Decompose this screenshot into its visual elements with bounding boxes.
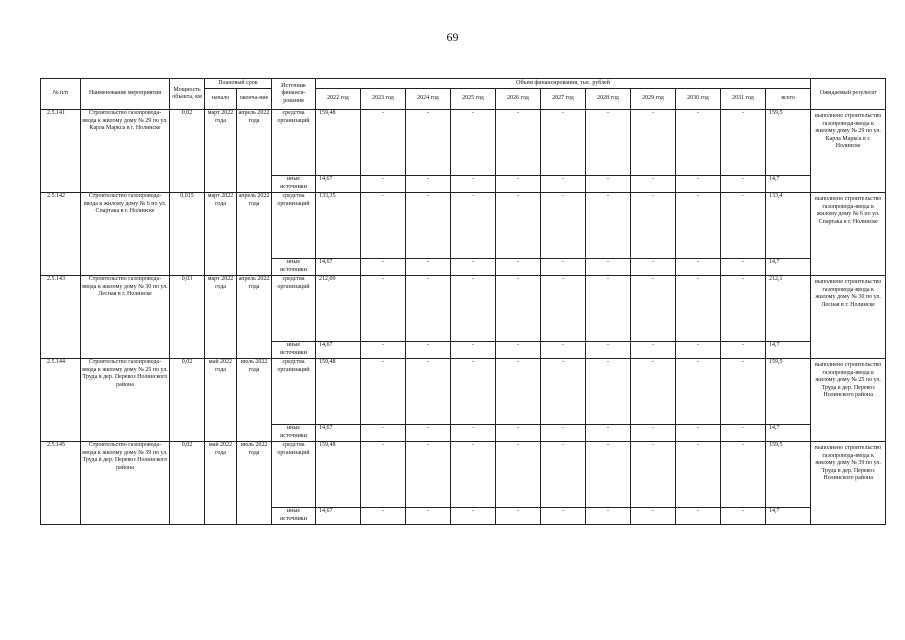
funding-value: 14,67: [316, 425, 361, 442]
end-date: апрель 2022 года: [237, 110, 272, 193]
funding-source: средства организаций: [272, 110, 316, 176]
header-year: 2028 год: [586, 89, 631, 110]
funding-value: -: [361, 359, 406, 425]
header-period: Плановый срок: [205, 79, 272, 89]
funding-source: иные источники: [272, 259, 316, 276]
funding-total: 14,7: [766, 176, 811, 193]
capacity-value: 0,02: [170, 359, 205, 442]
funding-value: 159,48: [316, 442, 361, 508]
funding-value: -: [631, 359, 676, 425]
funding-value: -: [451, 359, 496, 425]
header-year: 2029 год: [631, 89, 676, 110]
expected-result: выполнено строительство газопровода-ввода к жилому дому № 30 по ул. Лесная в г. Нолинске: [811, 276, 886, 359]
start-date: март 2022 года: [205, 193, 237, 276]
table-row: [41, 110, 886, 176]
funding-value: -: [721, 442, 766, 508]
capacity-value: 0,02: [170, 442, 205, 525]
header-start: начало: [205, 89, 237, 110]
funding-value: -: [631, 110, 676, 176]
funding-value: -: [586, 359, 631, 425]
end-date: июль 2022 года: [237, 359, 272, 442]
funding-value: -: [721, 193, 766, 259]
funding-value: -: [586, 193, 631, 259]
funding-value: -: [586, 176, 631, 193]
funding-value: -: [496, 425, 541, 442]
funding-value: -: [361, 259, 406, 276]
funding-value: -: [451, 276, 496, 342]
funding-value: -: [406, 425, 451, 442]
funding-value: -: [541, 259, 586, 276]
funding-value: -: [496, 508, 541, 525]
funding-source: иные источники: [272, 342, 316, 359]
header-source: Источник финанси-рования: [272, 79, 316, 110]
funding-total: 159,5: [766, 442, 811, 508]
funding-value: -: [721, 276, 766, 342]
funding-value: -: [631, 259, 676, 276]
funding-value: -: [451, 176, 496, 193]
funding-value: -: [541, 508, 586, 525]
funding-value: -: [406, 442, 451, 508]
header-end: оконча-ние: [237, 89, 272, 110]
header-year: 2025 год: [451, 89, 496, 110]
funding-value: 14,67: [316, 259, 361, 276]
funding-value: -: [406, 508, 451, 525]
funding-total: 159,5: [766, 110, 811, 176]
row-number: 2.5.141: [41, 110, 81, 193]
header-year: 2022 год: [316, 89, 361, 110]
header-year: 2024 год: [406, 89, 451, 110]
capacity-value: 0,03: [170, 276, 205, 359]
funding-value: -: [451, 442, 496, 508]
funding-value: -: [451, 110, 496, 176]
funding-value: -: [406, 359, 451, 425]
funding-value: -: [361, 276, 406, 342]
funding-value: -: [721, 508, 766, 525]
funding-value: -: [631, 276, 676, 342]
funding-source: средства организаций: [272, 442, 316, 508]
header-year: 2031 год: [721, 89, 766, 110]
funding-value: -: [631, 508, 676, 525]
expected-result: выполнено строительство газопровода-ввода к жилому дому № 25 по ул. Труда в дер. Перевоз Нолинского района: [811, 359, 886, 442]
funding-total: 14,7: [766, 259, 811, 276]
header-funding: Объем финансирования, тыс. рублей: [316, 79, 811, 89]
funding-value: -: [721, 259, 766, 276]
table-row: [41, 359, 886, 425]
end-date: июль 2022 года: [237, 442, 272, 525]
table-header: [41, 79, 886, 110]
funding-value: -: [361, 442, 406, 508]
funding-value: -: [676, 176, 721, 193]
funding-value: 14,67: [316, 508, 361, 525]
funding-value: -: [541, 442, 586, 508]
funding-value: -: [541, 342, 586, 359]
funding-total: 159,5: [766, 359, 811, 425]
measure-name: Строительство газопровода-ввода к жилому дому № 29 по ул. Карла Маркса в г. Нолинске: [81, 110, 170, 193]
funding-value: -: [451, 193, 496, 259]
header-year: 2027 год: [541, 89, 586, 110]
funding-value: -: [496, 442, 541, 508]
funding-value: -: [631, 176, 676, 193]
header-no: № п/п: [41, 79, 81, 110]
funding-source: иные источники: [272, 508, 316, 525]
funding-value: -: [406, 193, 451, 259]
end-date: апрель 2022 года: [237, 276, 272, 359]
funding-value: -: [541, 193, 586, 259]
funding-value: -: [586, 259, 631, 276]
funding-value: -: [406, 342, 451, 359]
table-row: [41, 276, 886, 342]
funding-value: -: [541, 276, 586, 342]
row-number: 2.5.142: [41, 193, 81, 276]
funding-value: -: [586, 508, 631, 525]
capacity-value: 0,02: [170, 110, 205, 193]
expected-result: выполнено строительство газопровода-ввода к жилому дому № 39 по ул. Труда в дер. Перевоз Нолинского района: [811, 442, 886, 525]
funding-value: -: [361, 508, 406, 525]
funding-value: -: [496, 193, 541, 259]
header-year: 2030 год: [676, 89, 721, 110]
measure-name: Строительство газопровода-ввода к жилому дому № 6 по ул. Спартака в г. Нолинске: [81, 193, 170, 276]
funding-value: -: [676, 276, 721, 342]
funding-value: -: [586, 425, 631, 442]
header-year: 2023 год: [361, 89, 406, 110]
start-date: май 2022 года: [205, 359, 237, 442]
funding-value: -: [496, 259, 541, 276]
funding-value: -: [721, 110, 766, 176]
funding-source: иные источники: [272, 176, 316, 193]
funding-value: -: [586, 342, 631, 359]
funding-value: -: [676, 259, 721, 276]
end-date: апрель 2022 года: [237, 193, 272, 276]
funding-value: -: [406, 110, 451, 176]
funding-value: -: [406, 276, 451, 342]
funding-value: 133,35: [316, 193, 361, 259]
funding-table: [40, 78, 886, 525]
funding-source: средства организаций: [272, 359, 316, 425]
funding-total: 14,7: [766, 425, 811, 442]
table-body: [41, 110, 886, 525]
funding-value: -: [676, 359, 721, 425]
start-date: март 2022 года: [205, 110, 237, 193]
funding-value: -: [451, 342, 496, 359]
funding-value: -: [541, 359, 586, 425]
table-row: [41, 442, 886, 508]
funding-value: -: [541, 176, 586, 193]
funding-value: -: [361, 425, 406, 442]
measure-name: Строительство газопровода-ввода к жилому дому № 39 по ул. Труда в дер. Перевоз Нолинского района: [81, 442, 170, 525]
header-total: всего: [766, 89, 811, 110]
funding-value: 159,48: [316, 110, 361, 176]
funding-value: 14,67: [316, 176, 361, 193]
funding-value: -: [406, 259, 451, 276]
funding-value: -: [676, 508, 721, 525]
funding-value: -: [721, 359, 766, 425]
table-row: [41, 193, 886, 259]
funding-value: -: [496, 110, 541, 176]
funding-value: -: [496, 176, 541, 193]
funding-value: -: [676, 193, 721, 259]
measure-name: Строительство газопровода-ввода к жилому дому № 25 по ул. Труда в дер. Перевоз Нолинского района: [81, 359, 170, 442]
funding-value: -: [586, 110, 631, 176]
funding-value: -: [361, 110, 406, 176]
row-number: 2.5.144: [41, 359, 81, 442]
funding-value: -: [721, 425, 766, 442]
funding-value: -: [451, 259, 496, 276]
funding-value: -: [541, 110, 586, 176]
funding-value: -: [496, 342, 541, 359]
page-number: 69: [446, 30, 459, 44]
funding-value: -: [676, 425, 721, 442]
funding-value: -: [676, 110, 721, 176]
funding-value: -: [631, 193, 676, 259]
start-date: март 2022 года: [205, 276, 237, 359]
header-name: Наименование мероприятия: [81, 79, 170, 110]
funding-total: 14,7: [766, 342, 811, 359]
funding-value: -: [586, 442, 631, 508]
funding-value: -: [361, 342, 406, 359]
funding-source: средства организаций: [272, 193, 316, 259]
funding-value: -: [496, 276, 541, 342]
expected-result: выполнено строительство газопровода-ввода к жилому дому № 29 по ул. Карла Маркса в г. Нолинске: [811, 110, 886, 193]
funding-value: -: [676, 442, 721, 508]
funding-value: -: [451, 425, 496, 442]
funding-value: 14,67: [316, 342, 361, 359]
funding-value: -: [361, 193, 406, 259]
funding-total: 133,4: [766, 193, 811, 259]
row-number: 2.5.145: [41, 442, 81, 525]
funding-value: -: [586, 276, 631, 342]
funding-total: 14,7: [766, 508, 811, 525]
header-capacity: Мощность объекта, км: [170, 79, 205, 110]
measure-name: Строительство газопровода-ввода к жилому дому № 30 по ул. Лесная в г. Нолинске: [81, 276, 170, 359]
funding-value: -: [631, 342, 676, 359]
funding-value: -: [721, 342, 766, 359]
funding-value: -: [541, 425, 586, 442]
funding-value: -: [451, 508, 496, 525]
funding-value: -: [361, 176, 406, 193]
funding-value: -: [496, 359, 541, 425]
header-year: 2026 год: [496, 89, 541, 110]
funding-value: -: [721, 176, 766, 193]
funding-value: -: [631, 425, 676, 442]
funding-value: -: [406, 176, 451, 193]
funding-value: 159,48: [316, 359, 361, 425]
expected-result: выполнено строительство газопровода-ввода к жилому дому № 6 по ул. Спартака в г. Нолинске: [811, 193, 886, 276]
funding-source: средства организаций: [272, 276, 316, 342]
header-result: Ожидаемый результат: [811, 79, 886, 110]
funding-source: иные источники: [272, 425, 316, 442]
funding-value: -: [631, 442, 676, 508]
funding-total: 212,1: [766, 276, 811, 342]
funding-value: 212,09: [316, 276, 361, 342]
capacity-value: 0,015: [170, 193, 205, 276]
row-number: 2.5.143: [41, 276, 81, 359]
funding-value: -: [676, 342, 721, 359]
start-date: май 2022 года: [205, 442, 237, 525]
